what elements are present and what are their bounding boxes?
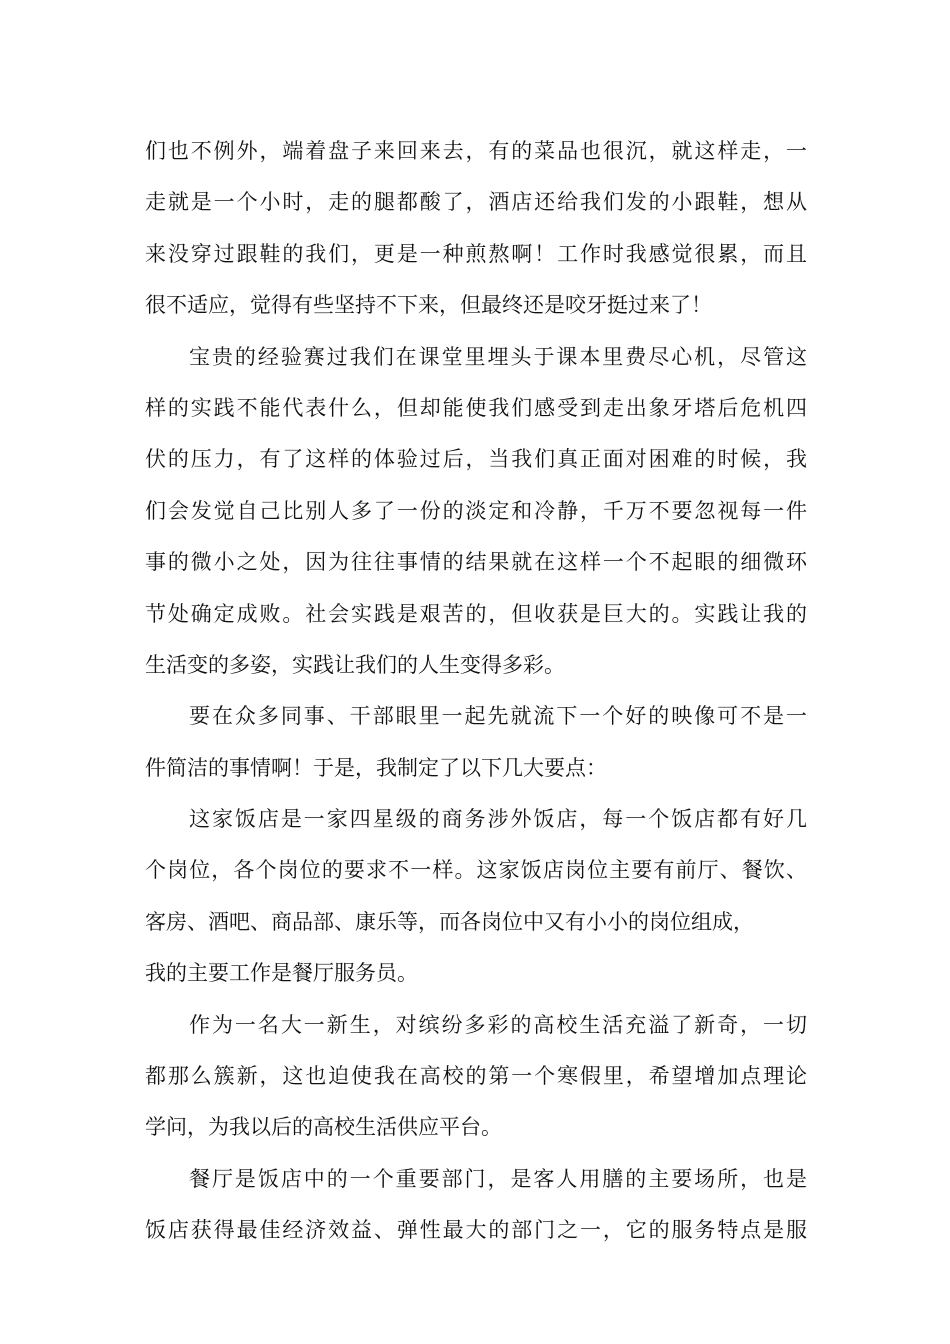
text-line: 来没穿过跟鞋的我们，更是一种煎熬啊！工作时我感觉很累，而且 <box>145 241 807 266</box>
text-line: 节处确定成败。社会实践是艰苦的，但收获是巨大的。实践让我的 <box>145 601 807 626</box>
text-line: 伏的压力，有了这样的体验过后，当我们真正面对困难的时候，我 <box>145 447 807 472</box>
paragraph <box>145 1000 807 1154</box>
paragraph <box>145 794 807 1000</box>
text-line: 事的微小之处，因为往往事情的结果就在这样一个不起眼的细微环 <box>145 550 807 575</box>
text-line: 要在众多同事、干部眼里一起先就流下一个好的映像可不是一 <box>189 704 807 729</box>
text-line: 饭店获得最佳经济效益、弹性最大的部门之一，它的服务特点是服 <box>145 1218 807 1243</box>
text-line: 学问，为我以后的高校生活供应平台。 <box>145 1115 502 1140</box>
text-line: 很不适应，觉得有些坚持不下来，但最终还是咬牙挺过来了！ <box>145 293 712 318</box>
text-line: 件简洁的事情啊！于是，我制定了以下几大要点： <box>145 755 607 780</box>
text-line: 个岗位，各个岗位的要求不一样。这家饭店岗位主要有前厅、餐饮、 <box>145 858 807 883</box>
paragraph <box>145 332 807 692</box>
text-line: 宝贵的经验赛过我们在课堂里埋头于课本里费尽心机，尽管这 <box>189 344 807 369</box>
text-line: 们会发觉自己比别人多了一份的淡定和冷静，千万不要忽视每一件 <box>145 498 807 523</box>
document-body <box>145 126 807 1257</box>
text-line: 们也不例外，端着盘子来回来去，有的菜品也很沉，就这样走，一 <box>145 139 807 163</box>
paragraph <box>145 1154 807 1257</box>
text-line: 餐厅是饭店中的一个重要部门，是客人用膳的主要场所，也是 <box>189 1166 807 1191</box>
text-line: 都那么簇新，这也迫使我在高校的第一个寒假里，希望增加点理论 <box>145 1064 807 1089</box>
paragraph <box>145 126 807 332</box>
text-line: 这家饭店是一家四星级的商务涉外饭店，每一个饭店都有好几 <box>189 807 807 832</box>
text-line: 客房、酒吧、商品部、康乐等，而各岗位中又有小小的岗位组成， <box>145 909 754 934</box>
text-line: 样的实践不能代表什么，但却能使我们感受到走出象牙塔后危机四 <box>145 395 807 420</box>
text-line: 我的主要工作是餐厅服务员。 <box>145 961 418 986</box>
text-line: 生活变的多姿，实践让我们的人生变得多彩。 <box>145 652 565 677</box>
paragraph <box>145 691 807 794</box>
text-line: 走就是一个小时，走的腿都酸了，酒店还给我们发的小跟鞋，想从 <box>145 190 807 215</box>
text-line: 作为一名大一新生，对缤纷多彩的高校生活充溢了新奇，一切 <box>189 1012 807 1037</box>
